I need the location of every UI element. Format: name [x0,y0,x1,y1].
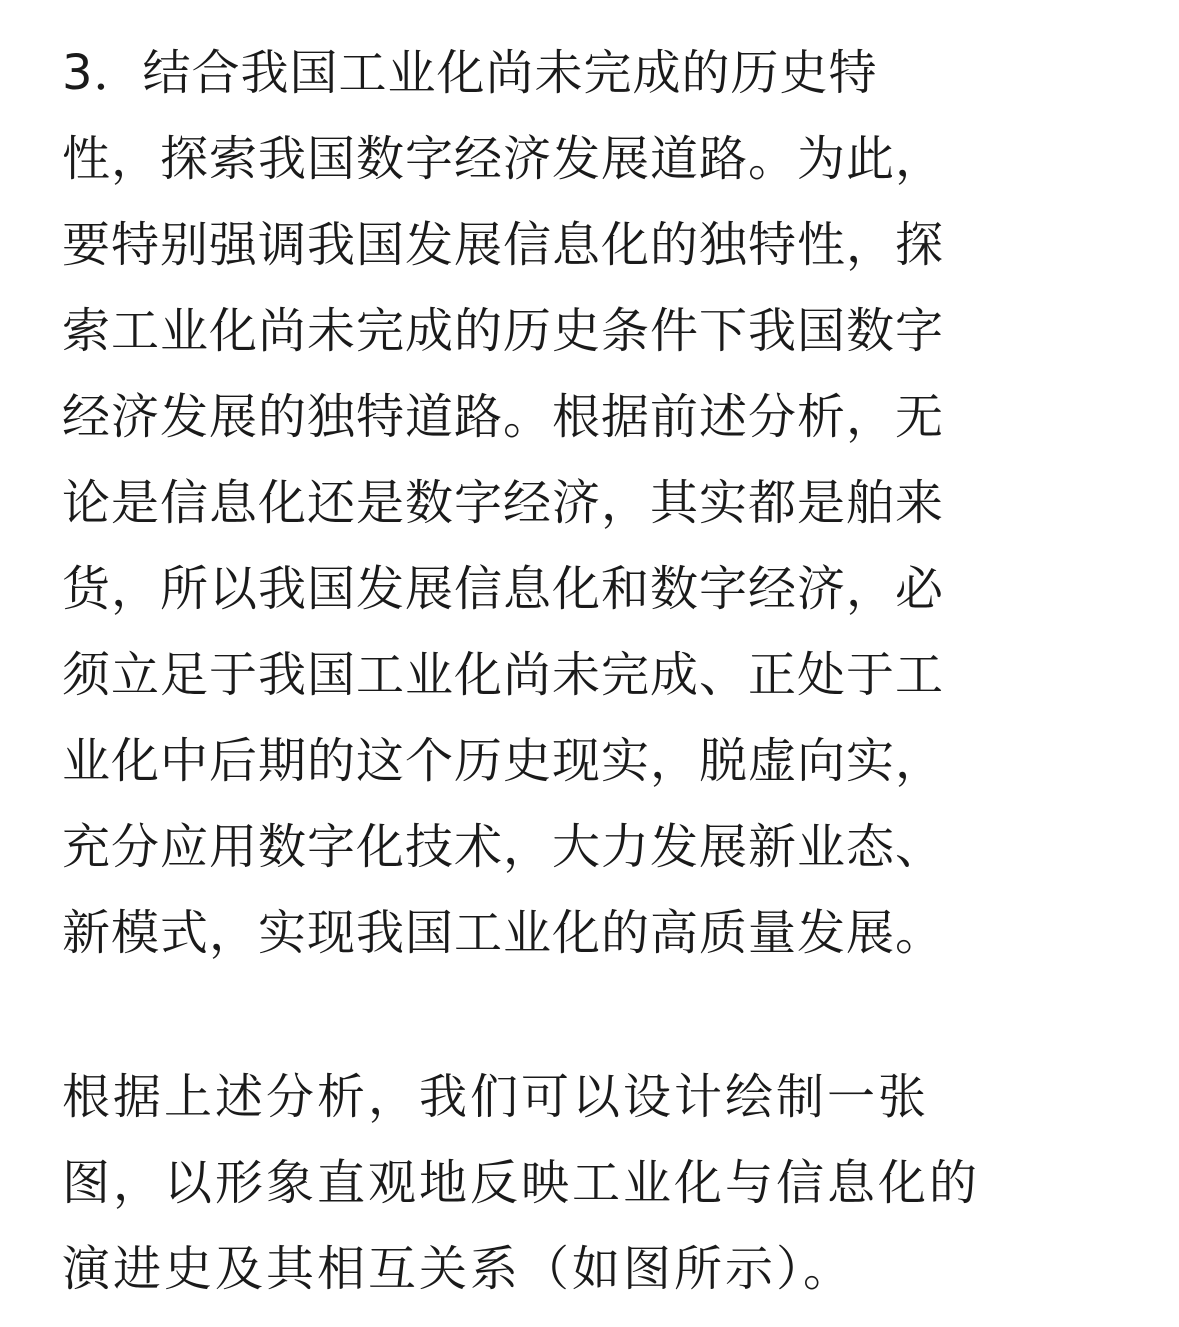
text-line: 须立足于我国工业化尚未完成、正处于工 [62,647,945,703]
text-line: 业化中后期的这个历史现实，脱虚向实， [62,733,945,789]
text-line: 充分应用数字化技术，大力发展新业态、 [62,819,945,875]
text-line: 货，所以我国发展信息化和数字经济，必 [62,561,945,617]
text-line: 性，探索我国数字经济发展道路。为此， [62,131,945,187]
text-line: 根据上述分析，我们可以设计绘制一张 [62,1069,930,1125]
text-line: 要特别强调我国发展信息化的独特性，探 [62,217,945,273]
text-line: 索工业化尚未完成的历史条件下我国数字 [62,303,945,359]
paragraph-point-3 [62,30,1122,976]
text-line: 论是信息化还是数字经济，其实都是舶来 [62,475,945,531]
text-line: 新模式，实现我国工业化的高质量发展。 [62,905,945,961]
text-line: 图，以形象直观地反映工业化与信息化的 [62,1155,981,1211]
text-line: 演进史及其相互关系（如图所示）。 [62,1241,855,1297]
text-line: 经济发展的独特道路。根据前述分析，无 [62,389,945,445]
paragraph-summary [62,1054,1122,1312]
text-line: 3．结合我国工业化尚未完成的历史特 [62,45,878,101]
